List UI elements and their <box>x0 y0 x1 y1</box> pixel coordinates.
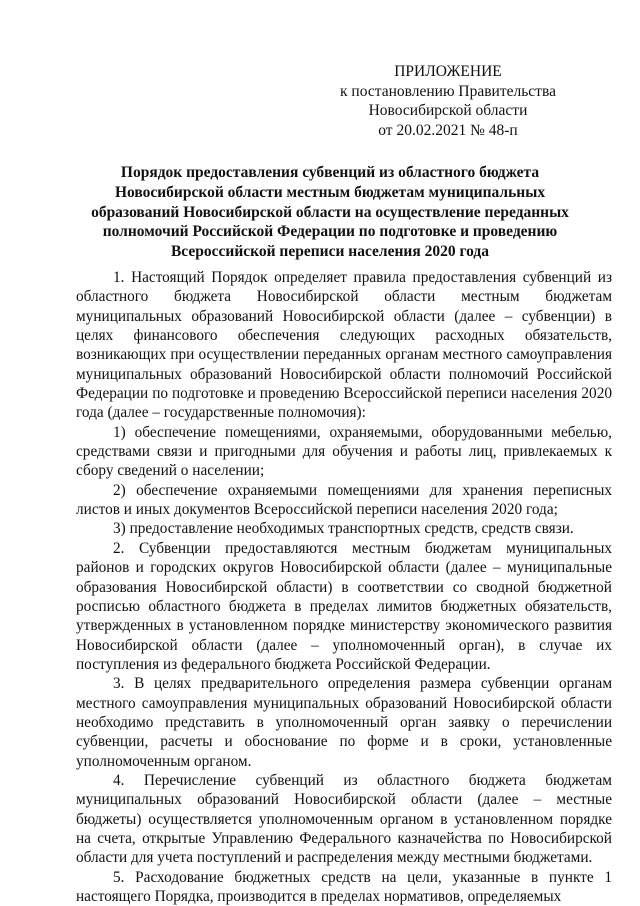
appendix-label: ПРИЛОЖЕНИЕ <box>394 63 502 80</box>
appendix-resolution: к постановлению Правительства <box>340 82 556 100</box>
paragraph: 4. Перечисление субвенций из областного бюджета бюджетам муниципальных образований Новосибирской области (далее – местные бюджеты) осуществляется уполномоченным органом в установленном порядке на счета, открытые Управлению Федерального казначейства по Новосибирской области для учета поступлений и распределения между местными бюджетами. <box>76 771 612 867</box>
paragraph: 1) обеспечение помещениями, охраняемыми, оборудованными мебелью, средствами связи и пригодными для обучения и работы лиц, привлекаемых к сбору сведений о населении; <box>76 423 612 480</box>
paragraph: 1. Настоящий Порядок определяет правила предоставления субвенций из областного бюджета Новосибирской области местным бюджетам муниципальных образований Новосибирской области (далее – субвенции) в целях финансового обеспечения следующих расходных обязательств, возникающих при осуществлении переданных органам местного самоуправления муниципальных образований Новосибирской области полномочий Российской Федерации по подготовке и проведению Всероссийской переписи населения 2020 года (далее – государственные полномочия): <box>76 269 612 422</box>
paragraph: 2) обеспечение охраняемыми помещениями для хранения переписных листов и иных документов Всероссийской переписи населения 2020 года; <box>76 481 612 519</box>
paragraph: 3) предоставление необходимых транспортных средств, средств связи. <box>113 520 574 538</box>
paragraph: 2. Субвенции предоставляются местным бюджетам муниципальных районов и городских округов Новосибирской области (далее – муниципальные образования Новосибирской области) в соответствии со сводной бюджетной росписью областного бюджета в пределах лимитов бюджетных обязательств, утвержденных в установленном порядке министерству экономического развития Новосибирской области (далее – уполномоченный орган), в случае их поступления из федерального бюджета Российской Федерации. <box>76 539 612 673</box>
appendix-region: Новосибирской области <box>368 102 528 120</box>
paragraph: 3. В целях предварительного определения размера субвенции органам местного самоуправления муниципальных образований Новосибирской области необходимо представить в уполномоченный орган заявку о перечислении субвенции, расчеты и обоснование по форме и в сроки, установленные уполномоченным органом. <box>76 675 612 770</box>
appendix-header <box>318 62 578 140</box>
document-body <box>76 268 612 906</box>
appendix-date-number: от 20.02.2021 № 48-п <box>378 121 518 139</box>
paragraph: 5. Расходование бюджетных средств на цели, указанные в пункте 1 настоящего Порядка, производится в пределах нормативов, определяемых <box>76 868 612 905</box>
document-title: Порядок предоставления субвенций из областного бюджета Новосибирской области местным бюджетам муниципальных образований Новосибирской области на осуществление переданных полномочий Российской Федерации по подготовке и проведению Всероссийской переписи населения 2020 года <box>91 164 569 261</box>
